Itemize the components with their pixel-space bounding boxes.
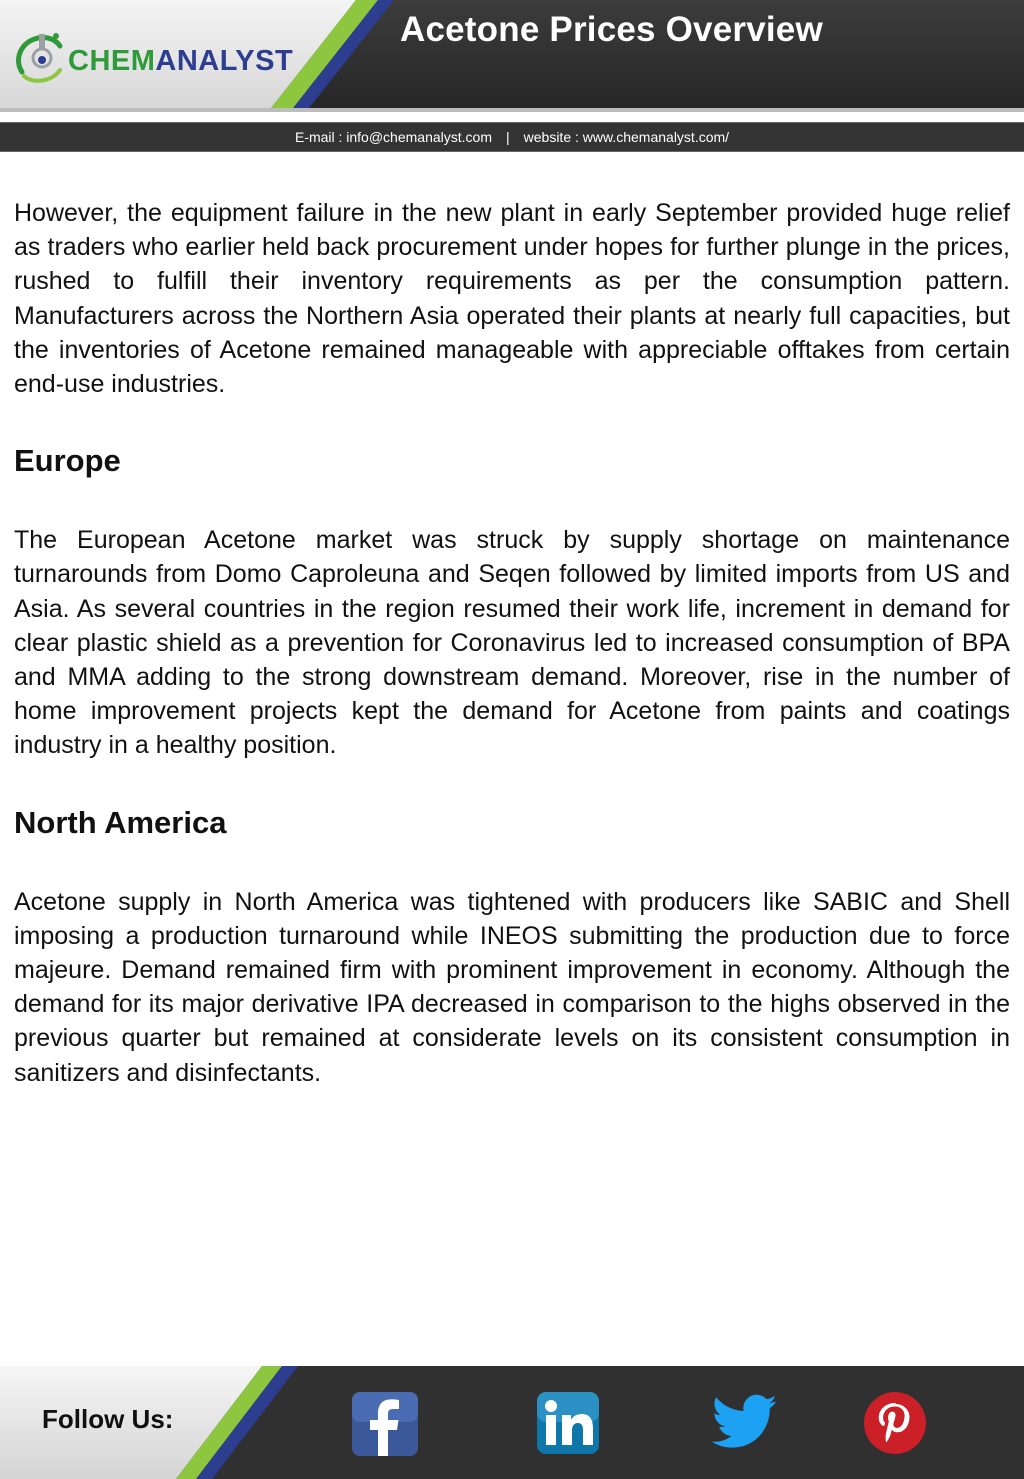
contact-separator: | [506, 129, 510, 145]
follow-us-label: Follow Us: [42, 1404, 174, 1434]
twitter-icon[interactable] [712, 1394, 778, 1450]
intro-paragraph: However, the equipment failure in the new plant in early September provided huge relief as traders who earlier held back procurement under hopes for further plunge in the prices, rushed to fulfill their inventory requirements as per the consumption pattern. Manufacturers across the Northern Asia operated their plants at nearly full capacities, but the inventories of Acetone remained manageable with appreciable offtakes from certain end-use industries. [14, 199, 1010, 399]
section-heading-europe: Europe [14, 443, 121, 479]
page-footer [0, 1366, 1024, 1479]
logo-flask-icon [12, 26, 72, 86]
page-header [0, 0, 1024, 112]
email-link[interactable]: E-mail : info@chemanalyst.com [294, 129, 492, 145]
logo-text-chem: CHEM [68, 45, 156, 77]
linkedin-icon[interactable] [537, 1392, 599, 1454]
article-body [14, 196, 1010, 1090]
north-america-paragraph: Acetone supply in North America was tightened with producers like SABIC and Shell imposing a production turnaround while INEOS submitting the production due to force majeure. Demand remained firm with prominent improvement in economy. Although the demand for its major derivative IPA decreased in comparison to the highs observed in the previous quarter but remained at considerate levels on its consistent consumption in sanitizers and disinfectants. [14, 887, 1010, 1087]
facebook-icon[interactable] [352, 1392, 418, 1456]
logo-wordmark [68, 45, 293, 78]
europe-paragraph: The European Acetone market was struck by supply shortage on maintenance turnarounds from Domo Caproleuna and Seqen followed by limited imports from US and Asia. As several countries in the region resumed their work life, increment in demand for clear plastic shield as a prevention for Coronavirus led to increased consumption of BPA and MMA adding to the strong downstream demand. Moreover, rise in the number of home improvement projects kept the demand for Acetone from paints and coatings industry in a healthy position. [14, 526, 1010, 760]
chemanalyst-logo[interactable] [12, 26, 302, 86]
website-link[interactable]: website : www.chemanalyst.com/ [523, 129, 730, 145]
page-title: Acetone Prices Overview [400, 10, 823, 49]
logo-text-analyst: ANALYST [155, 45, 294, 77]
contact-strip [0, 122, 1024, 152]
section-heading-north-america: North America [14, 804, 227, 840]
pinterest-icon[interactable] [864, 1392, 926, 1454]
